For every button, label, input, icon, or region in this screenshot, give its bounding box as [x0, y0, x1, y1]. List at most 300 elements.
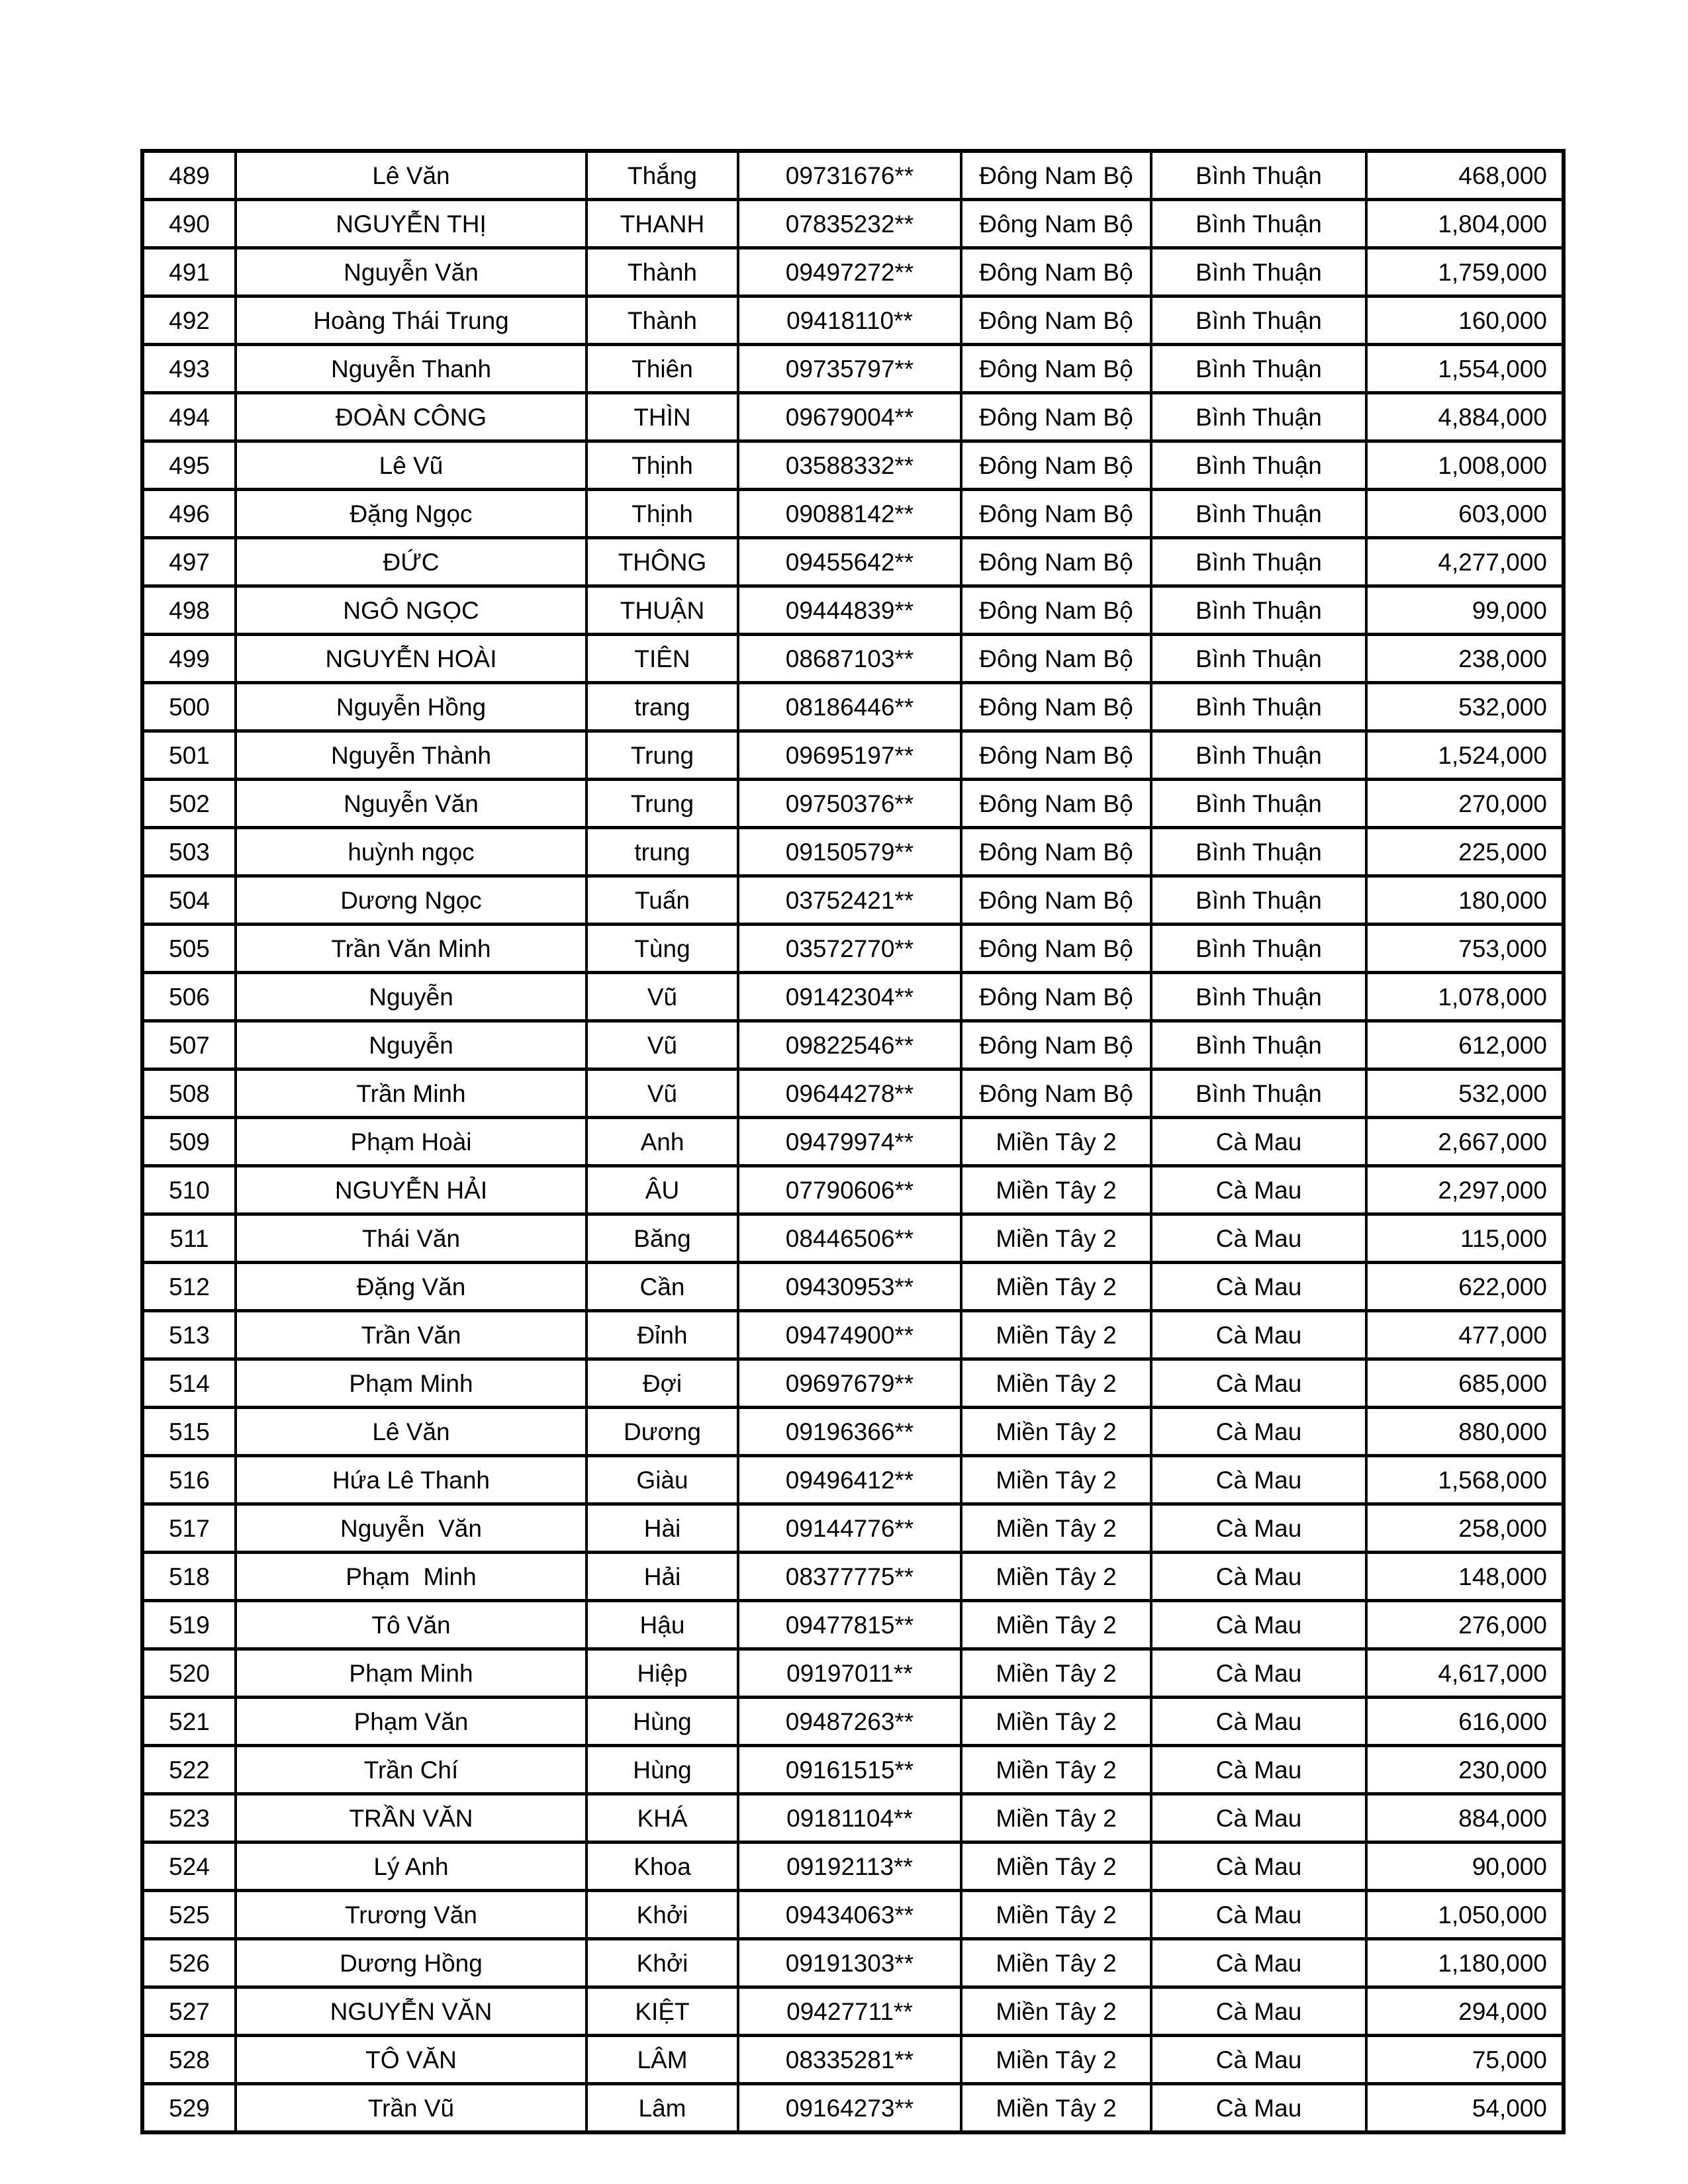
first-name-cell: huỳnh ngọc [236, 828, 586, 876]
phone-cell: 09822546** [738, 1021, 961, 1069]
first-name-cell: Đặng Văn [236, 1263, 586, 1311]
region-cell: Đông Nam Bộ [961, 683, 1151, 731]
row-id-cell: 529 [142, 2084, 236, 2133]
phone-cell: 08335281** [738, 2036, 961, 2084]
phone-cell: 09144776** [738, 1504, 961, 1553]
last-name-cell: Đợi [586, 1359, 738, 1408]
table-row [142, 731, 1564, 780]
phone-cell: 09455642** [738, 538, 961, 586]
last-name-cell: Thiên [586, 345, 738, 393]
phone-cell: 09181104** [738, 1794, 961, 1843]
last-name-cell: Hài [586, 1504, 738, 1553]
row-id-cell: 520 [142, 1649, 236, 1698]
last-name-cell: Thành [586, 296, 738, 345]
province-cell: Bình Thuận [1151, 345, 1366, 393]
table-row [142, 248, 1564, 296]
table-row [142, 1649, 1564, 1698]
amount-cell: 1,078,000 [1366, 973, 1564, 1021]
amount-cell: 532,000 [1366, 1069, 1564, 1118]
province-cell: Cà Mau [1151, 1939, 1366, 1987]
amount-cell: 90,000 [1366, 1843, 1564, 1891]
row-id-cell: 514 [142, 1359, 236, 1408]
amount-cell: 276,000 [1366, 1601, 1564, 1649]
row-id-cell: 510 [142, 1166, 236, 1214]
table-row [142, 1843, 1564, 1891]
region-cell: Miền Tây 2 [961, 1456, 1151, 1504]
province-cell: Cà Mau [1151, 1456, 1366, 1504]
region-cell: Đông Nam Bộ [961, 586, 1151, 635]
last-name-cell: trung [586, 828, 738, 876]
first-name-cell: NGUYỄN VĂN [236, 1987, 586, 2036]
region-cell: Miền Tây 2 [961, 1263, 1151, 1311]
table-row [142, 1166, 1564, 1214]
province-cell: Bình Thuận [1151, 925, 1366, 973]
row-id-cell: 511 [142, 1214, 236, 1263]
last-name-cell: Tuấn [586, 876, 738, 925]
province-cell: Cà Mau [1151, 1263, 1366, 1311]
phone-cell: 09418110** [738, 296, 961, 345]
province-cell: Bình Thuận [1151, 296, 1366, 345]
row-id-cell: 493 [142, 345, 236, 393]
table-row [142, 1939, 1564, 1987]
region-cell: Đông Nam Bộ [961, 731, 1151, 780]
phone-cell: 09679004** [738, 393, 961, 441]
first-name-cell: Nguyễn Văn [236, 248, 586, 296]
amount-cell: 1,524,000 [1366, 731, 1564, 780]
phone-cell: 07835232** [738, 200, 961, 248]
first-name-cell: NGUYỄN HẢI [236, 1166, 586, 1214]
last-name-cell: Thịnh [586, 490, 738, 538]
amount-cell: 75,000 [1366, 2036, 1564, 2084]
amount-cell: 99,000 [1366, 586, 1564, 635]
province-cell: Bình Thuận [1151, 441, 1366, 490]
first-name-cell: Nguyễn [236, 1021, 586, 1069]
province-cell: Bình Thuận [1151, 876, 1366, 925]
first-name-cell: Trần Vũ [236, 2084, 586, 2133]
phone-cell: 09164273** [738, 2084, 961, 2133]
row-id-cell: 490 [142, 200, 236, 248]
province-cell: Cà Mau [1151, 1698, 1366, 1746]
row-id-cell: 523 [142, 1794, 236, 1843]
last-name-cell: Anh [586, 1118, 738, 1166]
phone-cell: 07790606** [738, 1166, 961, 1214]
last-name-cell: Vũ [586, 1021, 738, 1069]
phone-cell: 03572770** [738, 925, 961, 973]
amount-cell: 612,000 [1366, 1021, 1564, 1069]
region-cell: Đông Nam Bộ [961, 538, 1151, 586]
region-cell: Miền Tây 2 [961, 1649, 1151, 1698]
row-id-cell: 519 [142, 1601, 236, 1649]
region-cell: Đông Nam Bộ [961, 780, 1151, 828]
table-row [142, 1504, 1564, 1553]
amount-cell: 1,759,000 [1366, 248, 1564, 296]
region-cell: Đông Nam Bộ [961, 490, 1151, 538]
province-cell: Bình Thuận [1151, 200, 1366, 248]
table-row [142, 1118, 1564, 1166]
region-cell: Miền Tây 2 [961, 1939, 1151, 1987]
amount-cell: 616,000 [1366, 1698, 1564, 1746]
row-id-cell: 524 [142, 1843, 236, 1891]
phone-cell: 09735797** [738, 345, 961, 393]
province-cell: Cà Mau [1151, 1311, 1366, 1359]
row-id-cell: 504 [142, 876, 236, 925]
row-id-cell: 496 [142, 490, 236, 538]
province-cell: Cà Mau [1151, 1891, 1366, 1939]
row-id-cell: 513 [142, 1311, 236, 1359]
table-row [142, 1746, 1564, 1794]
table-row [142, 876, 1564, 925]
last-name-cell: Thắng [586, 151, 738, 200]
province-cell: Cà Mau [1151, 1649, 1366, 1698]
last-name-cell: Giàu [586, 1456, 738, 1504]
region-cell: Đông Nam Bộ [961, 345, 1151, 393]
province-cell: Bình Thuận [1151, 828, 1366, 876]
first-name-cell: Lý Anh [236, 1843, 586, 1891]
region-cell: Miền Tây 2 [961, 1987, 1151, 2036]
amount-cell: 225,000 [1366, 828, 1564, 876]
first-name-cell: Nguyễn Văn [236, 780, 586, 828]
province-cell: Cà Mau [1151, 1601, 1366, 1649]
first-name-cell: Lê Vũ [236, 441, 586, 490]
last-name-cell: trang [586, 683, 738, 731]
last-name-cell: Đỉnh [586, 1311, 738, 1359]
row-id-cell: 508 [142, 1069, 236, 1118]
last-name-cell: Hải [586, 1553, 738, 1601]
first-name-cell: Phạm Văn [236, 1698, 586, 1746]
row-id-cell: 528 [142, 2036, 236, 2084]
region-cell: Miền Tây 2 [961, 2084, 1151, 2133]
amount-cell: 2,297,000 [1366, 1166, 1564, 1214]
table-row [142, 635, 1564, 683]
region-cell: Đông Nam Bộ [961, 828, 1151, 876]
phone-cell: 09434063** [738, 1891, 961, 1939]
province-cell: Cà Mau [1151, 2036, 1366, 2084]
amount-cell: 603,000 [1366, 490, 1564, 538]
table-row [142, 296, 1564, 345]
province-cell: Bình Thuận [1151, 1069, 1366, 1118]
province-cell: Cà Mau [1151, 1214, 1366, 1263]
first-name-cell: Nguyễn Thành [236, 731, 586, 780]
province-cell: Bình Thuận [1151, 780, 1366, 828]
last-name-cell: Vũ [586, 1069, 738, 1118]
first-name-cell: Trương Văn [236, 1891, 586, 1939]
table-row [142, 345, 1564, 393]
amount-cell: 477,000 [1366, 1311, 1564, 1359]
province-cell: Cà Mau [1151, 1843, 1366, 1891]
table-row [142, 925, 1564, 973]
table-row [142, 828, 1564, 876]
phone-cell: 09142304** [738, 973, 961, 1021]
amount-cell: 148,000 [1366, 1553, 1564, 1601]
phone-cell: 09196366** [738, 1408, 961, 1456]
row-id-cell: 512 [142, 1263, 236, 1311]
region-cell: Đông Nam Bộ [961, 248, 1151, 296]
phone-cell: 08186446** [738, 683, 961, 731]
amount-cell: 294,000 [1366, 1987, 1564, 2036]
province-cell: Bình Thuận [1151, 538, 1366, 586]
last-name-cell: Cần [586, 1263, 738, 1311]
province-cell: Bình Thuận [1151, 586, 1366, 635]
phone-cell: 03752421** [738, 876, 961, 925]
first-name-cell: Trần Văn [236, 1311, 586, 1359]
table-row [142, 200, 1564, 248]
first-name-cell: Nguyễn Thanh [236, 345, 586, 393]
region-cell: Miền Tây 2 [961, 2036, 1151, 2084]
amount-cell: 1,568,000 [1366, 1456, 1564, 1504]
province-cell: Cà Mau [1151, 1746, 1366, 1794]
phone-cell: 09150579** [738, 828, 961, 876]
amount-cell: 880,000 [1366, 1408, 1564, 1456]
table-row [142, 393, 1564, 441]
first-name-cell: Tô Văn [236, 1601, 586, 1649]
row-id-cell: 498 [142, 586, 236, 635]
first-name-cell: TRẦN VĂN [236, 1794, 586, 1843]
amount-cell: 160,000 [1366, 296, 1564, 345]
amount-cell: 115,000 [1366, 1214, 1564, 1263]
phone-cell: 09161515** [738, 1746, 961, 1794]
province-cell: Bình Thuận [1151, 151, 1366, 200]
region-cell: Đông Nam Bộ [961, 393, 1151, 441]
row-id-cell: 517 [142, 1504, 236, 1553]
last-name-cell: KHÁ [586, 1794, 738, 1843]
amount-cell: 180,000 [1366, 876, 1564, 925]
province-cell: Cà Mau [1151, 1359, 1366, 1408]
first-name-cell: Hứa Lê Thanh [236, 1456, 586, 1504]
last-name-cell: Hùng [586, 1746, 738, 1794]
row-id-cell: 492 [142, 296, 236, 345]
last-name-cell: Dương [586, 1408, 738, 1456]
amount-cell: 270,000 [1366, 780, 1564, 828]
first-name-cell: Phạm Minh [236, 1649, 586, 1698]
amount-cell: 468,000 [1366, 151, 1564, 200]
table-row [142, 1987, 1564, 2036]
amount-cell: 238,000 [1366, 635, 1564, 683]
region-cell: Miền Tây 2 [961, 1553, 1151, 1601]
table-row [142, 1263, 1564, 1311]
row-id-cell: 499 [142, 635, 236, 683]
last-name-cell: KIỆT [586, 1987, 738, 2036]
row-id-cell: 522 [142, 1746, 236, 1794]
table-row [142, 490, 1564, 538]
last-name-cell: THUẬN [586, 586, 738, 635]
row-id-cell: 521 [142, 1698, 236, 1746]
region-cell: Đông Nam Bộ [961, 635, 1151, 683]
first-name-cell: NGUYỄN THỊ [236, 200, 586, 248]
table-row [142, 1021, 1564, 1069]
last-name-cell: Hiệp [586, 1649, 738, 1698]
table-row [142, 1359, 1564, 1408]
amount-cell: 1,050,000 [1366, 1891, 1564, 1939]
region-cell: Miền Tây 2 [961, 1794, 1151, 1843]
amount-cell: 1,180,000 [1366, 1939, 1564, 1987]
first-name-cell: NGÔ NGỌC [236, 586, 586, 635]
table-row [142, 1794, 1564, 1843]
first-name-cell: Đặng Ngọc [236, 490, 586, 538]
amount-cell: 2,667,000 [1366, 1118, 1564, 1166]
last-name-cell: Thịnh [586, 441, 738, 490]
phone-cell: 09644278** [738, 1069, 961, 1118]
row-id-cell: 502 [142, 780, 236, 828]
phone-cell: 09474900** [738, 1311, 961, 1359]
last-name-cell: Tùng [586, 925, 738, 973]
table-row [142, 1698, 1564, 1746]
amount-cell: 54,000 [1366, 2084, 1564, 2133]
phone-cell: 08687103** [738, 635, 961, 683]
table-row [142, 1214, 1564, 1263]
table-row [142, 1311, 1564, 1359]
phone-cell: 09430953** [738, 1263, 961, 1311]
first-name-cell: Nguyễn Hồng [236, 683, 586, 731]
first-name-cell: Dương Ngọc [236, 876, 586, 925]
phone-cell: 09477815** [738, 1601, 961, 1649]
table-row [142, 441, 1564, 490]
row-id-cell: 501 [142, 731, 236, 780]
phone-cell: 08377775** [738, 1553, 961, 1601]
first-name-cell: ĐOÀN CÔNG [236, 393, 586, 441]
table-row [142, 973, 1564, 1021]
amount-cell: 753,000 [1366, 925, 1564, 973]
row-id-cell: 495 [142, 441, 236, 490]
first-name-cell: Thái Văn [236, 1214, 586, 1263]
table-row [142, 780, 1564, 828]
last-name-cell: THANH [586, 200, 738, 248]
phone-cell: 09197011** [738, 1649, 961, 1698]
phone-cell: 09731676** [738, 151, 961, 200]
first-name-cell: Trần Minh [236, 1069, 586, 1118]
phone-cell: 09192113** [738, 1843, 961, 1891]
amount-cell: 258,000 [1366, 1504, 1564, 1553]
table-row [142, 1553, 1564, 1601]
region-cell: Đông Nam Bộ [961, 151, 1151, 200]
phone-cell: 09427711** [738, 1987, 961, 2036]
row-id-cell: 507 [142, 1021, 236, 1069]
last-name-cell: TIÊN [586, 635, 738, 683]
last-name-cell: Hùng [586, 1698, 738, 1746]
province-cell: Cà Mau [1151, 1987, 1366, 2036]
row-id-cell: 518 [142, 1553, 236, 1601]
first-name-cell: NGUYỄN HOÀI [236, 635, 586, 683]
last-name-cell: Trung [586, 780, 738, 828]
first-name-cell: TÔ VĂN [236, 2036, 586, 2084]
first-name-cell: Hoàng Thái Trung [236, 296, 586, 345]
region-cell: Đông Nam Bộ [961, 296, 1151, 345]
first-name-cell: Trần Chí [236, 1746, 586, 1794]
amount-cell: 622,000 [1366, 1263, 1564, 1311]
row-id-cell: 500 [142, 683, 236, 731]
first-name-cell: Nguyễn Văn [236, 1504, 586, 1553]
phone-cell: 09191303** [738, 1939, 961, 1987]
province-cell: Bình Thuận [1151, 248, 1366, 296]
last-name-cell: Vũ [586, 973, 738, 1021]
first-name-cell: Nguyễn [236, 973, 586, 1021]
row-id-cell: 506 [142, 973, 236, 1021]
last-name-cell: Lâm [586, 2084, 738, 2133]
row-id-cell: 525 [142, 1891, 236, 1939]
region-cell: Đông Nam Bộ [961, 1021, 1151, 1069]
amount-cell: 230,000 [1366, 1746, 1564, 1794]
phone-cell: 09697679** [738, 1359, 961, 1408]
last-name-cell: Khởi [586, 1939, 738, 1987]
amount-cell: 884,000 [1366, 1794, 1564, 1843]
amount-cell: 1,554,000 [1366, 345, 1564, 393]
last-name-cell: LÂM [586, 2036, 738, 2084]
amount-cell: 4,617,000 [1366, 1649, 1564, 1698]
province-cell: Bình Thuận [1151, 635, 1366, 683]
region-cell: Miền Tây 2 [961, 1118, 1151, 1166]
region-cell: Đông Nam Bộ [961, 876, 1151, 925]
region-cell: Miền Tây 2 [961, 1843, 1151, 1891]
table-row [142, 1408, 1564, 1456]
province-cell: Bình Thuận [1151, 490, 1366, 538]
row-id-cell: 509 [142, 1118, 236, 1166]
last-name-cell: Khoa [586, 1843, 738, 1891]
last-name-cell: Trung [586, 731, 738, 780]
province-cell: Bình Thuận [1151, 731, 1366, 780]
region-cell: Miền Tây 2 [961, 1698, 1151, 1746]
row-id-cell: 494 [142, 393, 236, 441]
region-cell: Miền Tây 2 [961, 1601, 1151, 1649]
province-cell: Bình Thuận [1151, 973, 1366, 1021]
last-name-cell: Hậu [586, 1601, 738, 1649]
phone-cell: 03588332** [738, 441, 961, 490]
province-cell: Cà Mau [1151, 1118, 1366, 1166]
table-row [142, 1069, 1564, 1118]
region-cell: Miền Tây 2 [961, 1891, 1151, 1939]
province-cell: Cà Mau [1151, 2084, 1366, 2133]
row-id-cell: 503 [142, 828, 236, 876]
row-id-cell: 515 [142, 1408, 236, 1456]
region-cell: Đông Nam Bộ [961, 200, 1151, 248]
table-row [142, 1601, 1564, 1649]
phone-cell: 09695197** [738, 731, 961, 780]
region-cell: Miền Tây 2 [961, 1504, 1151, 1553]
last-name-cell: Băng [586, 1214, 738, 1263]
phone-cell: 09088142** [738, 490, 961, 538]
table-row [142, 2084, 1564, 2133]
row-id-cell: 491 [142, 248, 236, 296]
amount-cell: 685,000 [1366, 1359, 1564, 1408]
last-name-cell: THÔNG [586, 538, 738, 586]
phone-cell: 09444839** [738, 586, 961, 635]
table-row [142, 586, 1564, 635]
region-cell: Đông Nam Bộ [961, 973, 1151, 1021]
province-cell: Bình Thuận [1151, 683, 1366, 731]
amount-cell: 4,277,000 [1366, 538, 1564, 586]
first-name-cell: Phạm Hoài [236, 1118, 586, 1166]
row-id-cell: 516 [142, 1456, 236, 1504]
row-id-cell: 527 [142, 1987, 236, 2036]
first-name-cell: Phạm Minh [236, 1553, 586, 1601]
first-name-cell: Lê Văn [236, 151, 586, 200]
region-cell: Đông Nam Bộ [961, 441, 1151, 490]
province-cell: Cà Mau [1151, 1553, 1366, 1601]
region-cell: Đông Nam Bộ [961, 925, 1151, 973]
phone-cell: 09497272** [738, 248, 961, 296]
last-name-cell: THÌN [586, 393, 738, 441]
last-name-cell: Khởi [586, 1891, 738, 1939]
row-id-cell: 505 [142, 925, 236, 973]
first-name-cell: Phạm Minh [236, 1359, 586, 1408]
row-id-cell: 497 [142, 538, 236, 586]
last-name-cell: Thành [586, 248, 738, 296]
amount-cell: 4,884,000 [1366, 393, 1564, 441]
region-cell: Miền Tây 2 [961, 1408, 1151, 1456]
table-row [142, 1456, 1564, 1504]
row-id-cell: 526 [142, 1939, 236, 1987]
first-name-cell: Trần Văn Minh [236, 925, 586, 973]
region-cell: Miền Tây 2 [961, 1311, 1151, 1359]
phone-cell: 08446506** [738, 1214, 961, 1263]
